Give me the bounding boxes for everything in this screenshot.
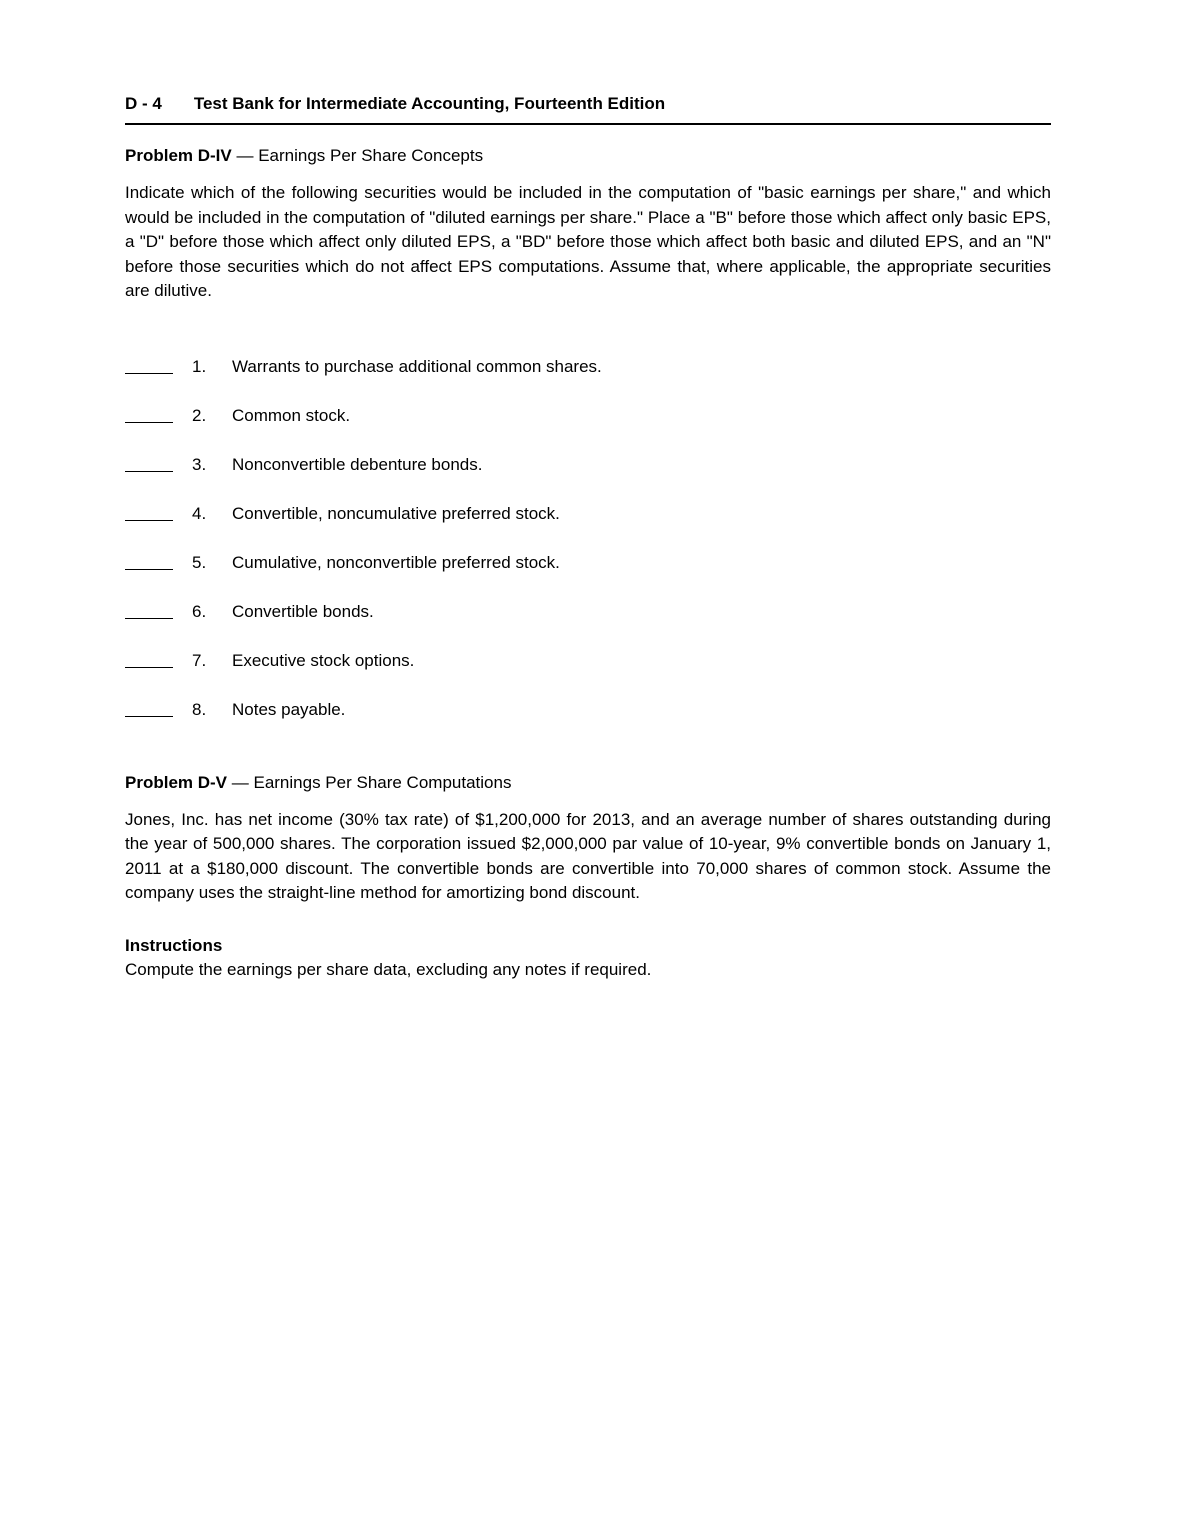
instructions-label: Instructions [125,935,223,955]
item-number: 8. [192,699,207,719]
answer-blank-5[interactable] [125,569,173,570]
item-text: Executive stock options. [232,650,415,670]
page-number: D - 4 [125,94,162,113]
item-text: Cumulative, nonconvertible preferred stock. [232,552,560,572]
instructions-block [125,934,1051,983]
list-item [125,551,1051,575]
item-text: Nonconvertible debenture bonds. [232,454,483,474]
item-number: 2. [192,405,207,425]
item-text: Warrants to purchase additional common shares. [232,356,602,376]
answer-blank-2[interactable] [125,422,173,423]
list-item [125,698,1051,722]
book-title: Test Bank for Intermediate Accounting, Fourteenth Edition [193,94,666,113]
answer-blank-3[interactable] [125,471,173,472]
item-number: 7. [192,650,207,670]
list-item [125,453,1051,477]
problem-d4-title-suffix: — Earnings Per Share Concepts [231,146,484,165]
problem-d5-heading [125,773,1051,793]
item-number: 4. [192,503,207,523]
item-text: Notes payable. [232,699,346,719]
page-header [125,94,1051,125]
problem-d5-label: Problem D-V [125,772,228,792]
answer-blank-6[interactable] [125,618,173,619]
fill-in-list [125,355,1051,722]
problem-d4-intro-paragraph: Indicate which of the following securities would be included in the computation of "basic earnings per share," and which would be included in the computation of "diluted earnings per share." Place a "B" before those which affect only basic EPS, a "D" before those which affect only diluted EPS, a "BD" before those which affect both basic and diluted EPS, and an "N" before those securities which do not affect EPS computations. Assume that, where applicable, the appropriate securities are dilutive. [125,183,1051,300]
item-number: 1. [192,356,207,376]
answer-blank-1[interactable] [125,373,173,374]
item-text: Common stock. [232,405,351,425]
item-number: 6. [192,601,207,621]
item-text: Convertible, noncumulative preferred stock. [232,503,560,523]
problem-d5-title-suffix: — Earnings Per Share Computations [227,772,512,792]
item-number: 5. [192,552,207,572]
item-number: 3. [192,454,207,474]
list-item [125,404,1051,428]
problem-d4-heading [125,146,1051,166]
answer-blank-7[interactable] [125,667,173,668]
item-text: Convertible bonds. [232,601,374,621]
instructions-text: Compute the earnings per share data, excluding any notes if required. [125,960,652,979]
list-item [125,355,1051,379]
list-item [125,649,1051,673]
problem-d5-body-paragraph: Jones, Inc. has net income (30% tax rate) of $1,200,000 for 2013, and an average number of shares outstanding during the year of 500,000 shares. The corporation issued $2,000,000 par value of 10-year, 9% convertible bonds on January 1, 2011 at a $180,000 discount. The convertible bonds are convertible into 70,000 shares of common stock. Assume the company uses the straight-line method for amortizing bond discount. [125,809,1051,902]
list-item [125,600,1051,624]
list-item [125,502,1051,526]
problem-d4-label: Problem D-IV [125,146,232,165]
answer-blank-8[interactable] [125,716,173,717]
answer-blank-4[interactable] [125,520,173,521]
